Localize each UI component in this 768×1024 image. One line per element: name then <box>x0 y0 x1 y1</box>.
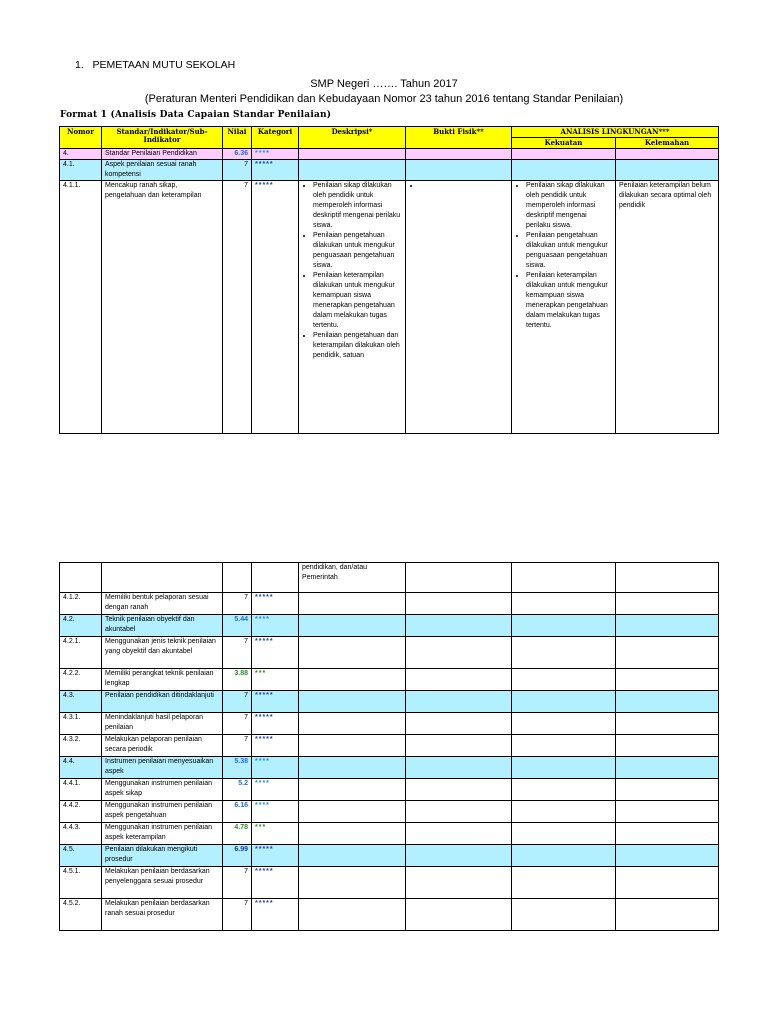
row-value: 3.88 <box>223 669 252 691</box>
row-stars: ***** <box>252 160 299 181</box>
row-indicator: Menindaklanjuti hasil pelaporan penilaian <box>102 713 223 735</box>
table-row <box>60 160 719 181</box>
table-row <box>60 779 719 801</box>
row-number: 4.2.1. <box>60 637 102 669</box>
table-row <box>60 899 719 931</box>
row-number: 4.1.2. <box>60 593 102 615</box>
row-value: 7 <box>223 735 252 757</box>
row-stars: ***** <box>252 845 299 867</box>
kelemahan-cell: Penilaian keterampilan belum dilakukan secara optimal oleh pendidik <box>616 181 719 434</box>
row-indicator: Memiliki perangkat teknik penilaian lengkap <box>102 669 223 691</box>
row-value: 7 <box>223 899 252 931</box>
row-stars: **** <box>252 149 299 160</box>
header-kategori: Kategori <box>252 127 299 149</box>
kekuatan-item: • Penilaian pengetahuan dilakukan untuk mengukur penguasaan pengetahuan siswa. <box>526 231 612 271</box>
row-stars: *** <box>252 823 299 845</box>
table-row <box>60 801 719 823</box>
row-stars: ***** <box>252 735 299 757</box>
table-row <box>60 757 719 779</box>
row-stars: ***** <box>252 867 299 899</box>
deskripsi-continuation: pendidikan, dan/atau Pemerintah <box>299 563 406 593</box>
row-indicator: Melakukan penilaian berdasarkan penyelenggara sesuai prosedur <box>102 867 223 899</box>
table-row <box>60 637 719 669</box>
row-value: 7 <box>223 181 252 434</box>
document-title: SMP Negeri ……. Tahun 2017 <box>310 78 458 90</box>
header-nilai: Nilai <box>223 127 252 149</box>
table-row-continuation <box>60 563 719 593</box>
row-indicator: Mencakup ranah sikap, pengetahuan dan keterampilan <box>102 181 223 434</box>
row-number: 4.3. <box>60 691 102 713</box>
row-number: 4.3.2. <box>60 735 102 757</box>
row-indicator: Menggunakan instrumen penilaian aspek pengetahuan <box>102 801 223 823</box>
header-analisis-lingkungan: ANALISIS LINGKUNGAN*** <box>512 127 719 138</box>
row-indicator: Menggunakan instrumen penilaian aspek sikap <box>102 779 223 801</box>
row-value: 7 <box>223 637 252 669</box>
row-number: 4.5.1. <box>60 867 102 899</box>
deskripsi-item: • Penilaian sikap dilakukan oleh pendidik untuk memperoleh informasi deskriptif mengenai perilaku siswa. <box>313 181 402 231</box>
kekuatan-cell <box>512 181 616 434</box>
row-value: 5.38 <box>223 757 252 779</box>
row-value: 7 <box>223 867 252 899</box>
table-row <box>60 867 719 899</box>
row-stars: ***** <box>252 181 299 434</box>
row-indicator: Instrumen penilaian menyesuaikan aspek <box>102 757 223 779</box>
row-indicator: Standar Penilaian Pendidikan <box>102 149 223 160</box>
row-stars: ***** <box>252 713 299 735</box>
header-kelemahan: Kelemahan <box>616 138 719 149</box>
row-number: 4.3.1. <box>60 713 102 735</box>
row-stars: ***** <box>252 899 299 931</box>
row-value: 6.99 <box>223 845 252 867</box>
deskripsi-cell <box>299 181 406 434</box>
row-number: 4.4.1. <box>60 779 102 801</box>
analysis-table-page1 <box>59 126 719 434</box>
row-stars: **** <box>252 801 299 823</box>
table-row <box>60 845 719 867</box>
row-number: 4.1.1. <box>60 181 102 434</box>
row-stars: ***** <box>252 691 299 713</box>
row-number: 4.5. <box>60 845 102 867</box>
row-indicator: Menggunakan instrumen penilaian aspek keterampilan <box>102 823 223 845</box>
row-value: 6.16 <box>223 801 252 823</box>
document-subtitle: (Peraturan Menteri Pendidikan dan Kebudayaan Nomor 23 tahun 2016 tentang Standar Penilaian) <box>144 93 624 105</box>
row-value: 5.2 <box>223 779 252 801</box>
row-indicator: Aspek penilaian sesuai ranah kompetensi <box>102 160 223 181</box>
kekuatan-item: • Penilaian keterampilan dilakukan untuk mengukur kemampuan siswa menerapkan pengetahuan dalam melakukan tugas tertentu. <box>526 271 612 331</box>
header-bukti-fisik: Bukti Fisik** <box>406 127 512 149</box>
row-stars: *** <box>252 669 299 691</box>
analysis-table-page2 <box>59 562 719 931</box>
row-number: 4.2. <box>60 615 102 637</box>
row-number: 4.4.2. <box>60 801 102 823</box>
row-indicator: Teknik penilaian obyektif dan akuntabel <box>102 615 223 637</box>
header-kekuatan: Kekuatan <box>512 138 616 149</box>
row-indicator: Penilaian dilakukan mengikuti prosedur <box>102 845 223 867</box>
row-number: 4.1. <box>60 160 102 181</box>
section-heading: 1. PEMETAAN MUTU SEKOLAH <box>75 59 236 71</box>
deskripsi-item: • Penilaian pengetahuan dilakukan untuk mengukur penguasaan pengetahuan siswa. <box>313 231 402 271</box>
row-indicator: Melakukan penilaian berdasarkan ranah sesuai prosedur <box>102 899 223 931</box>
row-value: 6.36 <box>223 149 252 160</box>
table-row <box>60 181 719 434</box>
table-row <box>60 823 719 845</box>
row-stars: **** <box>252 757 299 779</box>
row-value: 7 <box>223 160 252 181</box>
row-number: 4. <box>60 149 102 160</box>
header-deskripsi: Deskripsi* <box>299 127 406 149</box>
row-stars: **** <box>252 615 299 637</box>
deskripsi-item: • Penilaian keterampilan dilakukan untuk mengukur kemampuan siswa menerapkan pengetahuan dalam melakukan tugas tertentu. <box>313 271 402 331</box>
table-row <box>60 593 719 615</box>
deskripsi-item: • Penilaian pengetahuan dan keterampilan dilakukan oleh pendidik, satuan <box>313 331 402 361</box>
row-value: 7 <box>223 691 252 713</box>
format-label: Format 1 (Analisis Data Capaian Standar Penilaian) <box>60 110 332 120</box>
table-row <box>60 691 719 713</box>
row-value: 7 <box>223 593 252 615</box>
row-indicator: Memiliki bentuk pelaporan sesuai dengan ranah <box>102 593 223 615</box>
row-stars: **** <box>252 779 299 801</box>
row-indicator: Menggunakan jenis teknik penilaian yang obyektif dan akuntabel <box>102 637 223 669</box>
header-standar: Standar/Indikator/Sub-Indikator <box>102 127 223 149</box>
table-row <box>60 735 719 757</box>
row-number: 4.4. <box>60 757 102 779</box>
table-row <box>60 149 719 160</box>
row-value: 7 <box>223 713 252 735</box>
bukti-fisik-cell <box>406 181 512 434</box>
row-number: 4.4.3. <box>60 823 102 845</box>
row-indicator: Melakukan pelaporan penilaian secara periodik <box>102 735 223 757</box>
table-row <box>60 713 719 735</box>
table-row <box>60 615 719 637</box>
header-nomor: Nomor <box>60 127 102 149</box>
row-number: 4.2.2. <box>60 669 102 691</box>
row-number: 4.5.2. <box>60 899 102 931</box>
table-row <box>60 669 719 691</box>
row-stars: ***** <box>252 637 299 669</box>
row-indicator: Penilaian pendidikan ditindaklanjuti <box>102 691 223 713</box>
row-value: 5.44 <box>223 615 252 637</box>
row-stars: ***** <box>252 593 299 615</box>
kekuatan-item: • Penilaian sikap dilakukan oleh pendidik untuk memperoleh informasi deskriptif mengenai perilaku siswa. <box>526 181 612 231</box>
row-value: 4.78 <box>223 823 252 845</box>
